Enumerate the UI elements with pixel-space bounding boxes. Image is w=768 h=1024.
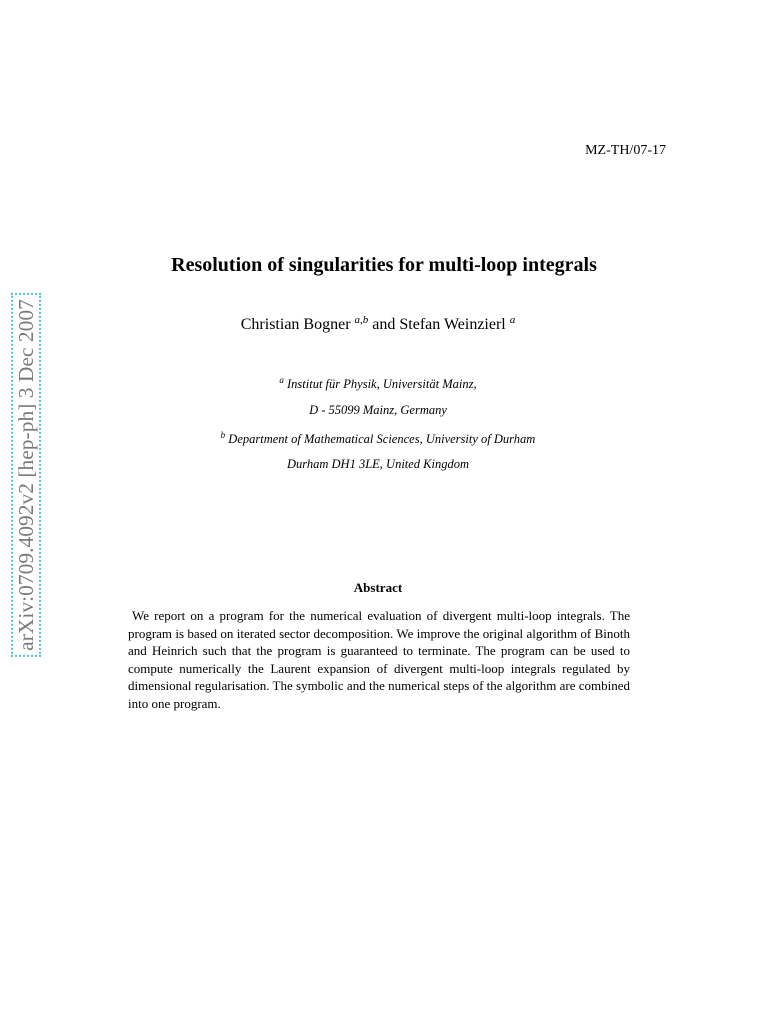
affiliation-a-line2: D - 55099 Mainz, Germany (309, 403, 447, 417)
author-name: Christian Bogner (240, 316, 351, 333)
affiliation-text: Department of Mathematical Sciences, University of Durham (228, 432, 536, 446)
affiliation-marker: a (279, 375, 284, 385)
affiliation-b-line2: Durham DH1 3LE, United Kingdom (286, 457, 470, 471)
author-connector: and (372, 316, 396, 333)
affiliation-a-line1 (0, 377, 756, 392)
preprint-number: MZ-TH/07-17 (585, 143, 666, 158)
affiliation-text: Institut für Physik, Universität Mainz, (287, 377, 477, 391)
abstract-heading: Abstract (353, 580, 403, 595)
affiliation-marker: a,b (354, 314, 369, 326)
paper-title: Resolution of singularities for multi-loop integrals (171, 254, 597, 276)
author-name: Stefan Weinzierl (399, 316, 506, 333)
affiliation-marker: a (509, 314, 516, 326)
affiliation-b-line1 (0, 432, 756, 447)
abstract-text: We report on a program for the numerical evaluation of divergent multi-loop integrals. The program is based on iterated sector decomposition. We improve the original algorithm of Binoth and Heinrich such that the program is guaranteed to terminate. The program can be used to compute numerically the Laurent expansion of divergent multi-loop integrals regulated by dimensional regularisation. The symbolic and the numerical steps of the algorithm are combined into one program. (128, 608, 630, 711)
arxiv-stamp: arXiv:0709.4092v2 [hep-ph] 3 Dec 2007 (11, 293, 41, 657)
author-line (0, 316, 756, 334)
affiliation-marker: b (220, 430, 226, 440)
